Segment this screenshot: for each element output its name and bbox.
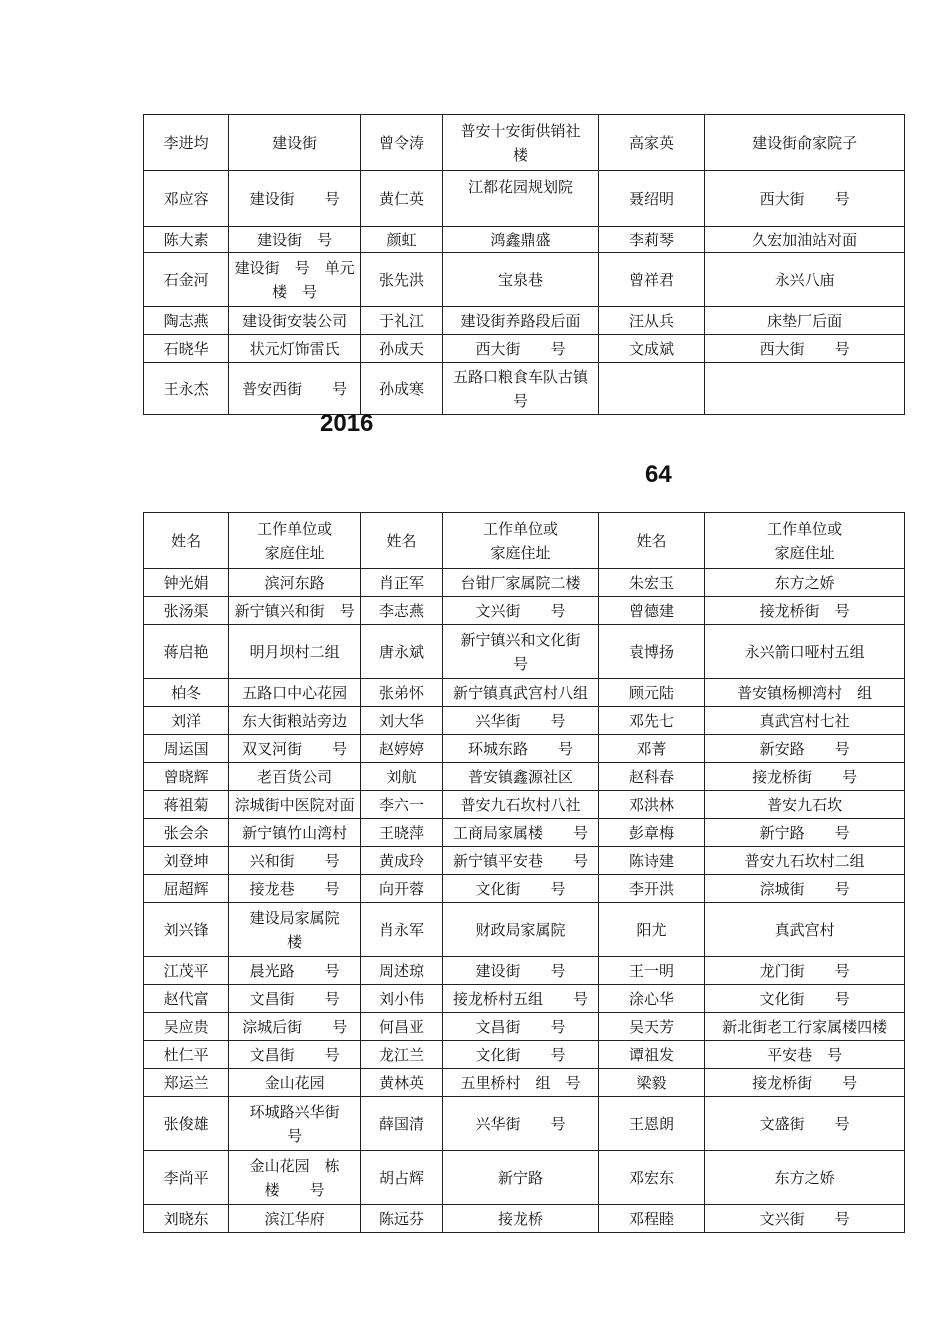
name-cell: 黄仁英 (360, 171, 442, 227)
name-cell: 屈超辉 (144, 875, 229, 903)
address-cell: 接龙桥村五组 号 (443, 985, 599, 1013)
name-cell: 顾元陆 (598, 679, 704, 707)
address-cell: 龙门街 号 (705, 957, 905, 985)
address-cell: 永兴箭口哑村五组 (705, 625, 905, 679)
table-row (144, 1069, 905, 1097)
address-cell: 环城路兴华街 号 (229, 1097, 361, 1151)
address-cell: 建设街俞家院子 (705, 115, 905, 171)
address-cell: 新安路 号 (705, 735, 905, 763)
address-cell: 工商局家属楼 号 (443, 819, 599, 847)
address-cell: 五路口粮食车队古镇 号 (443, 363, 599, 415)
name-cell: 蒋启艳 (144, 625, 229, 679)
name-cell: 姓名 (144, 513, 229, 569)
name-cell: 刘小伟 (360, 985, 442, 1013)
name-cell: 周述琼 (360, 957, 442, 985)
address-cell: 新宁镇兴和文化街 号 (443, 625, 599, 679)
address-cell: 工作单位或 家庭住址 (229, 513, 361, 569)
address-cell: 淙城街中医院对面 (229, 791, 361, 819)
name-cell: 胡占辉 (360, 1151, 442, 1205)
address-cell: 金山花园 (229, 1069, 361, 1097)
name-cell: 文成斌 (598, 335, 704, 363)
table-row (144, 171, 905, 227)
name-cell: 朱宏玉 (598, 569, 704, 597)
table-row (144, 1013, 905, 1041)
name-cell: 石金河 (144, 253, 229, 307)
name-cell: 聂绍明 (598, 171, 704, 227)
table-row (144, 957, 905, 985)
table-row (144, 875, 905, 903)
address-cell: 滨江华府 (229, 1205, 361, 1233)
name-cell: 赵代富 (144, 985, 229, 1013)
address-cell: 状元灯饰雷氏 (229, 335, 361, 363)
address-cell: 接龙桥街 号 (705, 1069, 905, 1097)
name-cell: 汪从兵 (598, 307, 704, 335)
address-cell: 文昌街 号 (229, 1041, 361, 1069)
table-row (144, 253, 905, 307)
address-cell: 西大街 号 (705, 335, 905, 363)
name-cell: 薛国清 (360, 1097, 442, 1151)
address-cell: 淙城街 号 (705, 875, 905, 903)
table-row (144, 1205, 905, 1233)
name-cell: 姓名 (598, 513, 704, 569)
address-cell: 接龙巷 号 (229, 875, 361, 903)
name-cell: 王晓萍 (360, 819, 442, 847)
name-cell: 杜仁平 (144, 1041, 229, 1069)
table-row (144, 335, 905, 363)
name-cell: 张先洪 (360, 253, 442, 307)
address-cell: 文昌街 号 (443, 1013, 599, 1041)
name-cell: 肖永军 (360, 903, 442, 957)
address-cell: 兴和街 号 (229, 847, 361, 875)
table-row (144, 847, 905, 875)
count-heading: 64 (645, 461, 672, 488)
address-cell: 滨河东路 (229, 569, 361, 597)
table-row (144, 363, 905, 415)
address-cell: 五路口中心花园 (229, 679, 361, 707)
name-cell: 袁博扬 (598, 625, 704, 679)
address-cell: 文兴街 号 (705, 1205, 905, 1233)
name-cell: 孙成天 (360, 335, 442, 363)
name-cell: 刘大华 (360, 707, 442, 735)
address-cell: 普安十安街供销社 楼 (443, 115, 599, 171)
name-cell: 曾令涛 (360, 115, 442, 171)
address-cell: 永兴八庙 (705, 253, 905, 307)
name-cell: 钟光娟 (144, 569, 229, 597)
address-cell: 新宁路 号 (705, 819, 905, 847)
name-cell: 涂心华 (598, 985, 704, 1013)
address-cell: 新宁镇平安巷 号 (443, 847, 599, 875)
address-cell: 西大街 号 (443, 335, 599, 363)
address-cell: 普安镇杨柳湾村 组 (705, 679, 905, 707)
address-cell: 金山花园 栋 楼 号 (229, 1151, 361, 1205)
address-cell: 普安九石坎村八社 (443, 791, 599, 819)
name-cell: 曾祥君 (598, 253, 704, 307)
name-cell: 颜虹 (360, 227, 442, 253)
address-cell: 新宁镇竹山湾村 (229, 819, 361, 847)
name-cell: 彭章梅 (598, 819, 704, 847)
name-cell: 王一明 (598, 957, 704, 985)
name-cell: 张汤渠 (144, 597, 229, 625)
name-cell: 陈远芬 (360, 1205, 442, 1233)
name-cell: 李尚平 (144, 1151, 229, 1205)
name-cell: 陈大素 (144, 227, 229, 253)
address-cell: 宝泉巷 (443, 253, 599, 307)
address-cell: 建设街安装公司 (229, 307, 361, 335)
name-cell: 张会余 (144, 819, 229, 847)
address-cell: 普安九石坎 (705, 791, 905, 819)
name-cell: 吴天芳 (598, 1013, 704, 1041)
address-cell: 新宁镇真武宫村八组 (443, 679, 599, 707)
name-cell: 梁毅 (598, 1069, 704, 1097)
address-cell: 久宏加油站对面 (705, 227, 905, 253)
name-cell: 王永杰 (144, 363, 229, 415)
address-cell: 文兴街 号 (443, 597, 599, 625)
table-row (144, 819, 905, 847)
name-cell: 李进均 (144, 115, 229, 171)
address-cell: 西大街 号 (705, 171, 905, 227)
table-row (144, 985, 905, 1013)
name-cell: 柏冬 (144, 679, 229, 707)
residents-table-1 (143, 114, 905, 415)
name-cell: 邓洪林 (598, 791, 704, 819)
name-cell: 周运国 (144, 735, 229, 763)
address-cell: 接龙桥街 号 (705, 597, 905, 625)
name-cell: 李莉琴 (598, 227, 704, 253)
address-cell: 双叉河街 号 (229, 735, 361, 763)
address-cell: 平安巷 号 (705, 1041, 905, 1069)
name-cell: 李六一 (360, 791, 442, 819)
address-cell: 文化街 号 (443, 1041, 599, 1069)
address-cell: 建设街 号 (229, 227, 361, 253)
table-row (144, 707, 905, 735)
address-cell: 财政局家属院 (443, 903, 599, 957)
table-row (144, 1151, 905, 1205)
table-row (144, 513, 905, 569)
name-cell: 邓先七 (598, 707, 704, 735)
name-cell (598, 363, 704, 415)
table-row (144, 625, 905, 679)
residents-table-2 (143, 512, 905, 1233)
address-cell: 东方之娇 (705, 1151, 905, 1205)
address-cell: 江都花园规划院 (443, 171, 599, 227)
name-cell: 孙成寒 (360, 363, 442, 415)
address-cell: 建设街 号 (229, 171, 361, 227)
name-cell: 姓名 (360, 513, 442, 569)
name-cell: 蒋祖菊 (144, 791, 229, 819)
name-cell: 陶志燕 (144, 307, 229, 335)
table-row (144, 569, 905, 597)
table-row (144, 307, 905, 335)
name-cell: 赵科春 (598, 763, 704, 791)
name-cell: 曾晓辉 (144, 763, 229, 791)
address-cell: 环城东路 号 (443, 735, 599, 763)
name-cell: 郑运兰 (144, 1069, 229, 1097)
address-cell: 明月坝村二组 (229, 625, 361, 679)
name-cell: 张俊雄 (144, 1097, 229, 1151)
table-row (144, 735, 905, 763)
address-cell: 真武宫村七社 (705, 707, 905, 735)
address-cell (705, 363, 905, 415)
name-cell: 高家英 (598, 115, 704, 171)
residents-table-1-body (144, 115, 905, 415)
address-cell: 新北街老工行家属楼四楼 (705, 1013, 905, 1041)
table-row (144, 597, 905, 625)
address-cell: 普安九石坎村二组 (705, 847, 905, 875)
address-cell: 鸿鑫鼎盛 (443, 227, 599, 253)
name-cell: 江茂平 (144, 957, 229, 985)
address-cell: 床垫厂后面 (705, 307, 905, 335)
table-row (144, 763, 905, 791)
name-cell: 刘洋 (144, 707, 229, 735)
address-cell: 兴华街 号 (443, 1097, 599, 1151)
address-cell: 普安镇鑫源社区 (443, 763, 599, 791)
address-cell: 五里桥村 组 号 (443, 1069, 599, 1097)
name-cell: 唐永斌 (360, 625, 442, 679)
address-cell: 新宁路 (443, 1151, 599, 1205)
table-row (144, 1041, 905, 1069)
table-row (144, 791, 905, 819)
name-cell: 邓宏东 (598, 1151, 704, 1205)
address-cell: 老百货公司 (229, 763, 361, 791)
name-cell: 赵婷婷 (360, 735, 442, 763)
year-heading: 2016 (320, 410, 374, 437)
name-cell: 阳尤 (598, 903, 704, 957)
name-cell: 陈诗建 (598, 847, 704, 875)
address-cell: 文化街 号 (443, 875, 599, 903)
address-cell: 普安西街 号 (229, 363, 361, 415)
address-cell: 文昌街 号 (229, 985, 361, 1013)
name-cell: 向开蓉 (360, 875, 442, 903)
address-cell: 晨光路 号 (229, 957, 361, 985)
address-cell: 建设街养路段后面 (443, 307, 599, 335)
name-cell: 黄林英 (360, 1069, 442, 1097)
address-cell: 新宁镇兴和街 号 (229, 597, 361, 625)
table-row (144, 1097, 905, 1151)
name-cell: 于礼江 (360, 307, 442, 335)
name-cell: 邓程睦 (598, 1205, 704, 1233)
address-cell: 工作单位或 家庭住址 (443, 513, 599, 569)
name-cell: 曾德建 (598, 597, 704, 625)
name-cell: 刘登坤 (144, 847, 229, 875)
address-cell: 接龙桥 (443, 1205, 599, 1233)
name-cell: 李开洪 (598, 875, 704, 903)
name-cell: 石晓华 (144, 335, 229, 363)
table-row (144, 227, 905, 253)
address-cell: 东方之娇 (705, 569, 905, 597)
address-cell: 淙城后街 号 (229, 1013, 361, 1041)
address-cell: 建设街 (229, 115, 361, 171)
name-cell: 王恩朗 (598, 1097, 704, 1151)
name-cell: 黄成玲 (360, 847, 442, 875)
name-cell: 张弟怀 (360, 679, 442, 707)
name-cell: 邓应容 (144, 171, 229, 227)
table-row (144, 903, 905, 957)
name-cell: 何昌亚 (360, 1013, 442, 1041)
address-cell: 建设局家属院 楼 (229, 903, 361, 957)
address-cell: 建设街 号 (443, 957, 599, 985)
name-cell: 吴应贵 (144, 1013, 229, 1041)
address-cell: 文盛街 号 (705, 1097, 905, 1151)
table-row (144, 115, 905, 171)
address-cell: 工作单位或 家庭住址 (705, 513, 905, 569)
address-cell: 真武宫村 (705, 903, 905, 957)
name-cell: 邓菁 (598, 735, 704, 763)
name-cell: 龙江兰 (360, 1041, 442, 1069)
name-cell: 刘航 (360, 763, 442, 791)
residents-table-2-body (144, 513, 905, 1233)
name-cell: 谭祖发 (598, 1041, 704, 1069)
address-cell: 东大街粮站旁边 (229, 707, 361, 735)
name-cell: 李志燕 (360, 597, 442, 625)
address-cell: 建设街 号 单元 楼 号 (229, 253, 361, 307)
address-cell: 台钳厂家属院二楼 (443, 569, 599, 597)
address-cell: 文化街 号 (705, 985, 905, 1013)
address-cell: 接龙桥街 号 (705, 763, 905, 791)
table-row (144, 679, 905, 707)
address-cell: 兴华街 号 (443, 707, 599, 735)
name-cell: 刘兴锋 (144, 903, 229, 957)
name-cell: 肖正军 (360, 569, 442, 597)
name-cell: 刘晓东 (144, 1205, 229, 1233)
